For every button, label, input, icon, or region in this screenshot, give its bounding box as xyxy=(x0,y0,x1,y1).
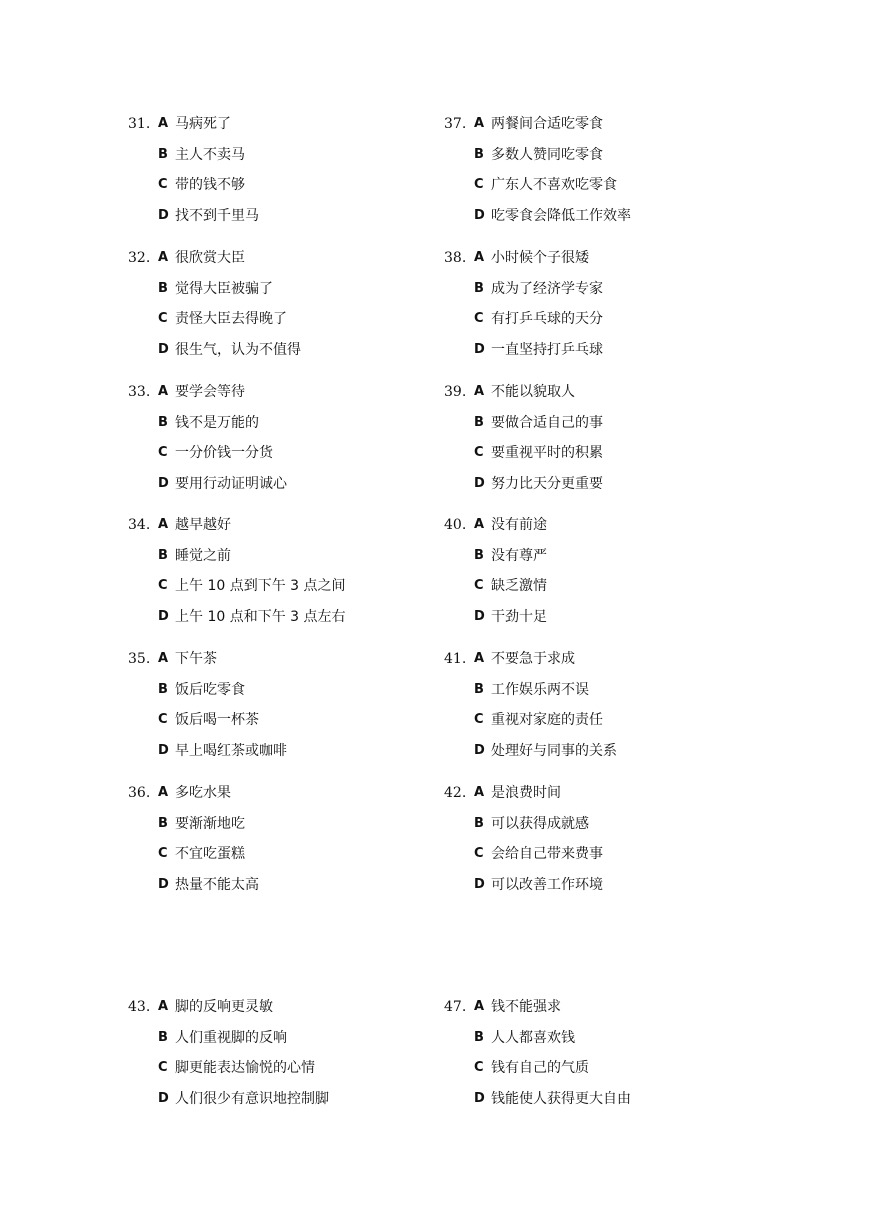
option-letter: B xyxy=(474,1030,484,1045)
option-text: 脚的反响更灵敏 xyxy=(175,999,273,1015)
option-letter: D xyxy=(158,877,169,892)
option-letter: D xyxy=(158,476,169,491)
option-letter: D xyxy=(474,342,485,357)
question-42 xyxy=(444,783,774,905)
option-text: 马病死了 xyxy=(175,116,231,132)
question-43 xyxy=(128,997,458,1119)
option-text: 热量不能太高 xyxy=(175,877,259,893)
question-number: 40. xyxy=(444,517,467,533)
question-40 xyxy=(444,515,774,637)
option-letter: B xyxy=(474,816,484,831)
option-letter: D xyxy=(474,1091,485,1106)
option-letter: D xyxy=(158,342,169,357)
option-text: 多数人赞同吃零食 xyxy=(491,147,603,163)
option-text: 小时候个子很矮 xyxy=(491,250,589,266)
option-letter: B xyxy=(158,1030,168,1045)
option-text: 人们很少有意识地控制脚 xyxy=(175,1091,329,1107)
option-text: 上午 10 点和下午 3 点左右 xyxy=(175,609,346,625)
option-letter: A xyxy=(474,785,485,800)
option-text: 主人不卖马 xyxy=(175,147,245,163)
option-letter: D xyxy=(158,743,169,758)
option-letter: B xyxy=(474,415,484,430)
option-text: 干劲十足 xyxy=(491,609,547,625)
option-text: 饭后吃零食 xyxy=(175,682,245,698)
question-number: 35. xyxy=(128,651,151,667)
option-text: 钱不能强求 xyxy=(491,999,561,1015)
option-text: 成为了经济学专家 xyxy=(491,281,603,297)
option-text: 脚更能表达愉悦的心情 xyxy=(175,1060,315,1076)
option-letter: A xyxy=(474,999,485,1014)
option-letter: B xyxy=(158,281,168,296)
option-text: 要做合适自己的事 xyxy=(491,415,603,431)
option-letter: B xyxy=(474,682,484,697)
option-letter: D xyxy=(158,1091,169,1106)
option-text: 会给自己带来费事 xyxy=(491,846,603,862)
option-text: 一直坚持打乒乓球 xyxy=(491,342,603,358)
option-letter: D xyxy=(474,208,485,223)
option-letter: C xyxy=(474,177,484,192)
option-text: 带的钱不够 xyxy=(175,177,245,193)
option-text: 上午 10 点到下午 3 点之间 xyxy=(175,578,346,594)
option-letter: A xyxy=(474,384,485,399)
option-text: 广东人不喜欢吃零食 xyxy=(491,177,617,193)
option-text: 处理好与同事的关系 xyxy=(491,743,617,759)
option-letter: B xyxy=(474,281,484,296)
option-text: 不要急于求成 xyxy=(491,651,575,667)
option-text: 重视对家庭的责任 xyxy=(491,712,603,728)
option-text: 不能以貌取人 xyxy=(491,384,575,400)
option-text: 有打乒乓球的天分 xyxy=(491,311,603,327)
option-letter: C xyxy=(474,846,484,861)
option-letter: C xyxy=(158,1060,168,1075)
option-letter: C xyxy=(474,712,484,727)
option-letter: A xyxy=(158,116,169,131)
option-text: 可以改善工作环境 xyxy=(491,877,603,893)
option-text: 缺乏激情 xyxy=(491,578,547,594)
option-text: 睡觉之前 xyxy=(175,548,231,564)
option-letter: C xyxy=(158,712,168,727)
option-letter: A xyxy=(474,517,485,532)
option-letter: A xyxy=(474,116,485,131)
option-text: 一分价钱一分货 xyxy=(175,445,273,461)
question-47 xyxy=(444,997,774,1119)
question-number: 33. xyxy=(128,384,151,400)
option-text: 可以获得成就感 xyxy=(491,816,589,832)
option-letter: B xyxy=(474,147,484,162)
option-text: 要渐渐地吃 xyxy=(175,816,245,832)
option-text: 没有尊严 xyxy=(491,548,547,564)
option-text: 要重视平时的积累 xyxy=(491,445,603,461)
option-letter: A xyxy=(158,250,169,265)
option-text: 是浪费时间 xyxy=(491,785,561,801)
option-text: 很生气，认为不值得 xyxy=(175,342,301,358)
option-letter: C xyxy=(474,1060,484,1075)
option-text: 下午茶 xyxy=(175,651,217,667)
option-letter: C xyxy=(474,578,484,593)
option-letter: B xyxy=(158,816,168,831)
question-number: 47. xyxy=(444,999,467,1015)
option-letter: D xyxy=(158,208,169,223)
option-text: 不宜吃蛋糕 xyxy=(175,846,245,862)
question-36 xyxy=(128,783,458,905)
option-letter: C xyxy=(158,445,168,460)
question-number: 38. xyxy=(444,250,467,266)
option-text: 责怪大臣去得晚了 xyxy=(175,311,287,327)
option-text: 钱不是万能的 xyxy=(175,415,259,431)
option-letter: A xyxy=(158,999,169,1014)
option-text: 努力比天分更重要 xyxy=(491,476,603,492)
option-text: 找不到千里马 xyxy=(175,208,259,224)
option-letter: A xyxy=(474,651,485,666)
option-text: 要学会等待 xyxy=(175,384,245,400)
question-number: 39. xyxy=(444,384,467,400)
option-letter: A xyxy=(158,785,169,800)
option-letter: D xyxy=(474,476,485,491)
question-41 xyxy=(444,649,774,771)
option-text: 钱有自己的气质 xyxy=(491,1060,589,1076)
option-text: 很欣赏大臣 xyxy=(175,250,245,266)
question-32 xyxy=(128,248,458,370)
option-text: 要用行动证明诚心 xyxy=(175,476,287,492)
question-number: 37. xyxy=(444,116,467,132)
option-letter: C xyxy=(158,177,168,192)
option-letter: D xyxy=(474,743,485,758)
option-text: 觉得大臣被骗了 xyxy=(175,281,273,297)
option-text: 饭后喝一杯茶 xyxy=(175,712,259,728)
option-text: 早上喝红茶或咖啡 xyxy=(175,743,287,759)
question-33 xyxy=(128,382,458,504)
option-letter: C xyxy=(158,578,168,593)
question-39 xyxy=(444,382,774,504)
option-letter: C xyxy=(158,846,168,861)
question-31 xyxy=(128,114,458,236)
option-text: 没有前途 xyxy=(491,517,547,533)
question-number: 34. xyxy=(128,517,151,533)
option-letter: B xyxy=(474,548,484,563)
option-letter: B xyxy=(158,682,168,697)
option-letter: A xyxy=(158,384,169,399)
option-text: 人人都喜欢钱 xyxy=(491,1030,575,1046)
option-letter: C xyxy=(474,445,484,460)
question-number: 42. xyxy=(444,785,467,801)
question-38 xyxy=(444,248,774,370)
question-34 xyxy=(128,515,458,637)
option-text: 工作娱乐两不误 xyxy=(491,682,589,698)
option-letter: A xyxy=(474,250,485,265)
question-number: 36. xyxy=(128,785,151,801)
option-letter: C xyxy=(158,311,168,326)
question-number: 41. xyxy=(444,651,467,667)
option-letter: C xyxy=(474,311,484,326)
option-text: 越早越好 xyxy=(175,517,231,533)
option-letter: A xyxy=(158,651,169,666)
option-letter: D xyxy=(474,877,485,892)
question-35 xyxy=(128,649,458,771)
option-letter: B xyxy=(158,147,168,162)
option-text: 钱能使人获得更大自由 xyxy=(491,1091,631,1107)
option-text: 多吃水果 xyxy=(175,785,231,801)
option-letter: D xyxy=(158,609,169,624)
option-text: 两餐间合适吃零食 xyxy=(491,116,603,132)
option-letter: D xyxy=(474,609,485,624)
option-text: 吃零食会降低工作效率 xyxy=(491,208,631,224)
question-37 xyxy=(444,114,774,236)
option-letter: B xyxy=(158,415,168,430)
option-text: 人们重视脚的反响 xyxy=(175,1030,287,1046)
option-letter: A xyxy=(158,517,169,532)
option-letter: B xyxy=(158,548,168,563)
question-number: 43. xyxy=(128,999,151,1015)
question-number: 31. xyxy=(128,116,151,132)
question-number: 32. xyxy=(128,250,151,266)
